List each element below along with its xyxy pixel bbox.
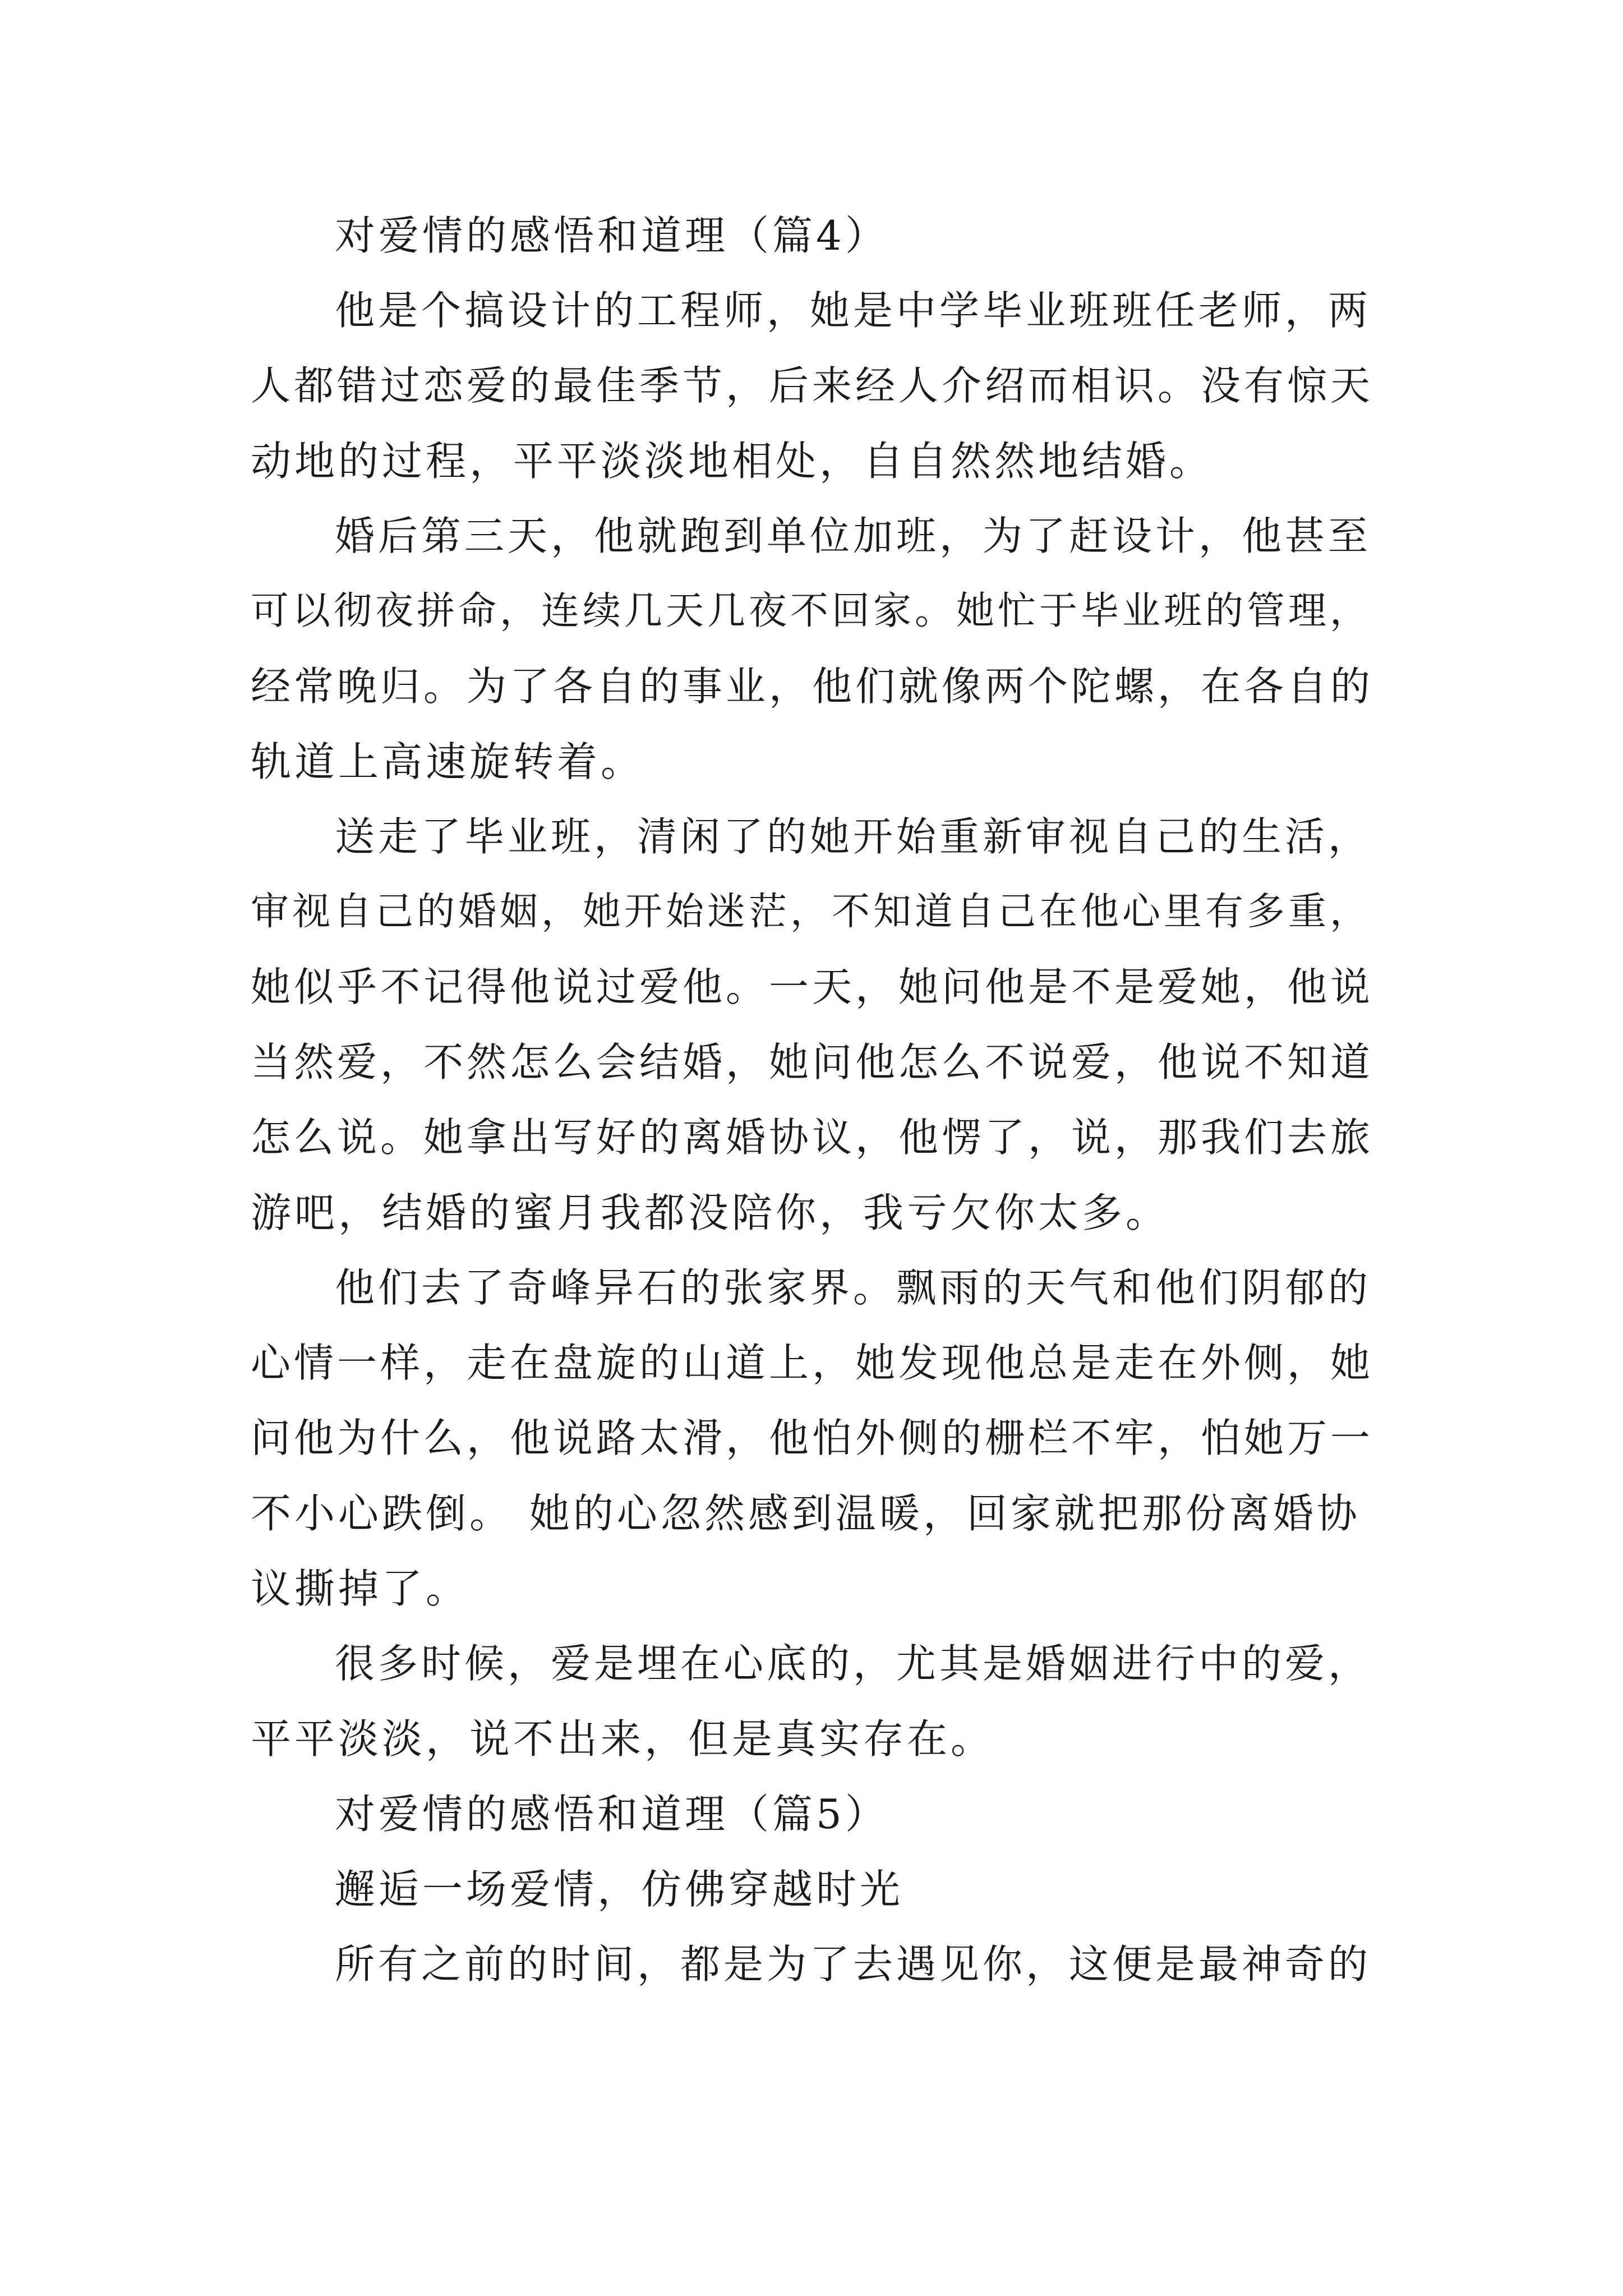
paragraph-line: 婚后第三天，他就跑到单位加班，为了赶设计，他甚至: [335, 513, 1372, 559]
paragraph-line: 问他为什么，他说路太滑，他怕外侧的栅栏不牢，怕她万一: [251, 1415, 1374, 1461]
paragraph-line: 所有之前的时间，都是为了去遇见你，这便是最神奇的: [335, 1941, 1372, 1987]
paragraph-line: 当然爱，不然怎么会结婚，她问他怎么不说爱，他说不知道: [251, 1039, 1374, 1085]
paragraph-line: 送走了毕业班，清闲了的她开始重新审视自己的生活，: [335, 813, 1372, 860]
paragraph-line: 游吧，结婚的蜜月我都没陪你，我亏欠你太多。: [251, 1189, 1170, 1236]
paragraph-line: 怎么说。她拿出写好的离婚协议，他愣了，说，那我们去旅: [251, 1114, 1374, 1161]
paragraph-line: 她似乎不记得他说过爱他。一天，她问他是不是爱她，他说: [251, 964, 1374, 1010]
paragraph-line: 经常晚归。为了各自的事业，他们就像两个陀螺，在各自的: [251, 663, 1374, 710]
section-heading-4: 对爱情的感悟和道理（篇4）: [335, 212, 889, 259]
paragraph-line: 人都错过恋爱的最佳季节，后来经人介绍而相识。没有惊天: [251, 362, 1374, 409]
paragraph-line: 审视自己的婚姻，她开始迷茫，不知道自己在他心里有多重，: [251, 890, 1372, 934]
paragraph-line: 很多时候，爱是埋在心底的，尤其是婚姻进行中的爱，: [335, 1640, 1372, 1687]
paragraph-line: 轨道上高速旋转着。: [251, 738, 645, 785]
paragraph-line: 心情一样，走在盘旋的山道上，她发现他总是走在外侧，她: [251, 1340, 1374, 1386]
paragraph-line: 他是个搞设计的工程师，她是中学毕业班班任老师，两: [335, 287, 1372, 334]
paragraph-line: 可以彻夜拼命，连续几天几夜不回家。她忙于毕业班的管理，: [251, 589, 1372, 633]
paragraph-line: 平平淡淡，说不出来，但是真实存在。: [251, 1715, 995, 1763]
paragraph-line: 议撕掉了。: [251, 1565, 470, 1612]
paragraph-line: 动地的过程，平平淡淡地相处，自自然然地结婚。: [251, 438, 1214, 485]
paragraph-line: 他们去了奇峰异石的张家界。飘雨的天气和他们阴郁的: [335, 1264, 1372, 1311]
subheading: 邂逅一场爱情，仿佛穿越时光: [335, 1866, 904, 1913]
paragraph-line: 不小心跌倒。 她的心忽然感到温暖，回家就把那份离婚协: [251, 1490, 1361, 1537]
section-heading-5: 对爱情的感悟和道理（篇5）: [335, 1791, 889, 1838]
